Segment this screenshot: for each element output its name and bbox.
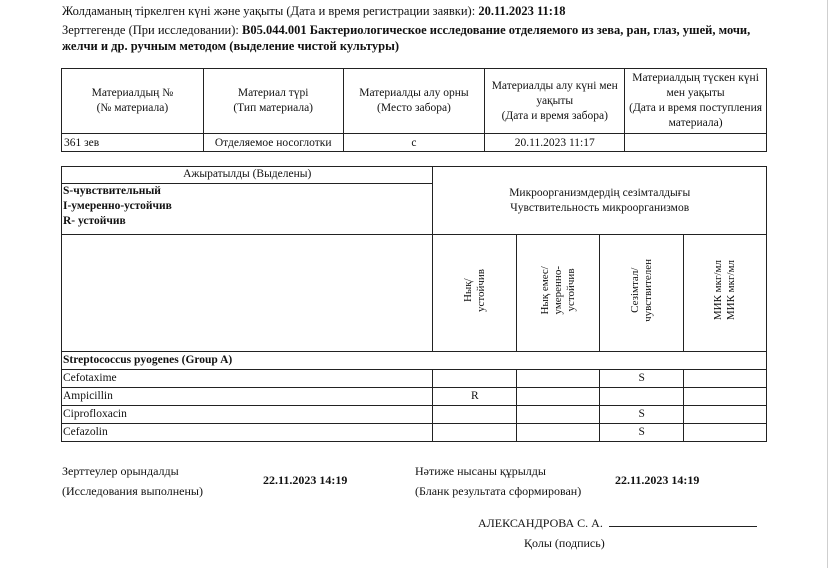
legend (62, 184, 432, 229)
col-resistant: Нық/ устойчив (433, 235, 517, 352)
isolated-header: Ажыратылды (Выделены) (62, 167, 432, 184)
result-resistant (433, 370, 517, 388)
col-intermediate: Нық емес/ умеренно- устойчив (517, 235, 600, 352)
material-table (61, 68, 767, 152)
registration-label: Жолдаманың тіркелген күні және уақыты (Дата и время регистрации заявки): (62, 4, 476, 18)
collection-place: с (343, 134, 485, 152)
result-sensitive (600, 388, 684, 406)
result-mic (684, 388, 767, 406)
performed-label: Зерттеулер орындалды (Исследования выполнены) (62, 464, 203, 498)
col-sensitive: Сезімтал/ чувствителен (600, 235, 684, 352)
result-intermediate (517, 370, 600, 388)
result-mic (684, 424, 767, 442)
table-row (62, 424, 767, 442)
antibiotic-name: Cefotaxime (62, 370, 433, 388)
result-sensitive: S (600, 370, 684, 388)
signer-line (478, 513, 757, 533)
result-intermediate (517, 424, 600, 442)
signer-name: АЛЕКСАНДРОВА С. А. (478, 516, 603, 530)
material-table-header (62, 69, 767, 134)
result-sensitive: S (600, 424, 684, 442)
antibiotic-name: Cefazolin (62, 424, 433, 442)
formed-label: Нәтиже нысаны құрылды (Бланк результата сформирован) (415, 464, 582, 498)
formed-value: 22.11.2023 14:19 (615, 473, 700, 487)
header-material-number: Материалдың № (№ материала) (62, 69, 204, 134)
sensitivity-header: Микроорганизмдердің сезімталдығы Чувствительность микроорганизмов (433, 167, 767, 235)
signature-label: Қолы (подпись) (524, 536, 605, 550)
antibiotic-name: Ampicillin (62, 388, 433, 406)
table-row (62, 134, 767, 152)
material-type: Отделяемое носоглотки (203, 134, 343, 152)
table-row (62, 406, 767, 424)
isolated-cell (62, 167, 433, 235)
results-table (61, 166, 767, 442)
result-resistant (433, 424, 517, 442)
received-date (625, 134, 767, 152)
signature-line (609, 514, 757, 527)
header-received-date: Материалдың түскен күні мен уақыты (Дата и время поступления материала) (625, 69, 767, 134)
empty-header-cell (62, 235, 433, 352)
legend-intermediate: I-умеренно-устойчив (63, 200, 172, 212)
performed-value: 22.11.2023 14:19 (263, 473, 348, 487)
organism-name: Streptococcus pyogenes (Group A) (62, 352, 767, 370)
header-collection-place: Материалды алу орны (Место забора) (343, 69, 485, 134)
study-value: B05.044.001 Бактериологическое исследование отделяемого из зева, ран, глаз, ушей, мочи, желчи и др. ручным методом (выделение чистой культуры) (62, 23, 751, 53)
result-mic (684, 370, 767, 388)
collection-date: 20.11.2023 11:17 (485, 134, 625, 152)
study-line (62, 22, 772, 54)
result-intermediate (517, 388, 600, 406)
header-collection-date: Материалды алу күні мен уақыты (Дата и время забора) (485, 69, 625, 134)
organism-row (62, 352, 767, 370)
legend-resistant: R- устойчив (63, 215, 126, 227)
material-number: 361 зев (62, 134, 204, 152)
registration-line (62, 4, 565, 19)
result-mic (684, 406, 767, 424)
table-row (62, 388, 767, 406)
legend-sensitive: S-чувствительный (63, 185, 161, 197)
col-mic: МИК мкг/мл МИК мкг/мл (684, 235, 767, 352)
result-resistant (433, 406, 517, 424)
table-row (62, 370, 767, 388)
registration-value: 20.11.2023 11:18 (478, 4, 566, 18)
column-header-row (62, 235, 767, 352)
result-sensitive: S (600, 406, 684, 424)
header-material-type: Материал түрі (Тип материала) (203, 69, 343, 134)
antibiotic-name: Ciprofloxacin (62, 406, 433, 424)
result-intermediate (517, 406, 600, 424)
results-header-row (62, 167, 767, 235)
result-resistant: R (433, 388, 517, 406)
study-label: Зерттегенде (При исследовании): (62, 23, 239, 37)
